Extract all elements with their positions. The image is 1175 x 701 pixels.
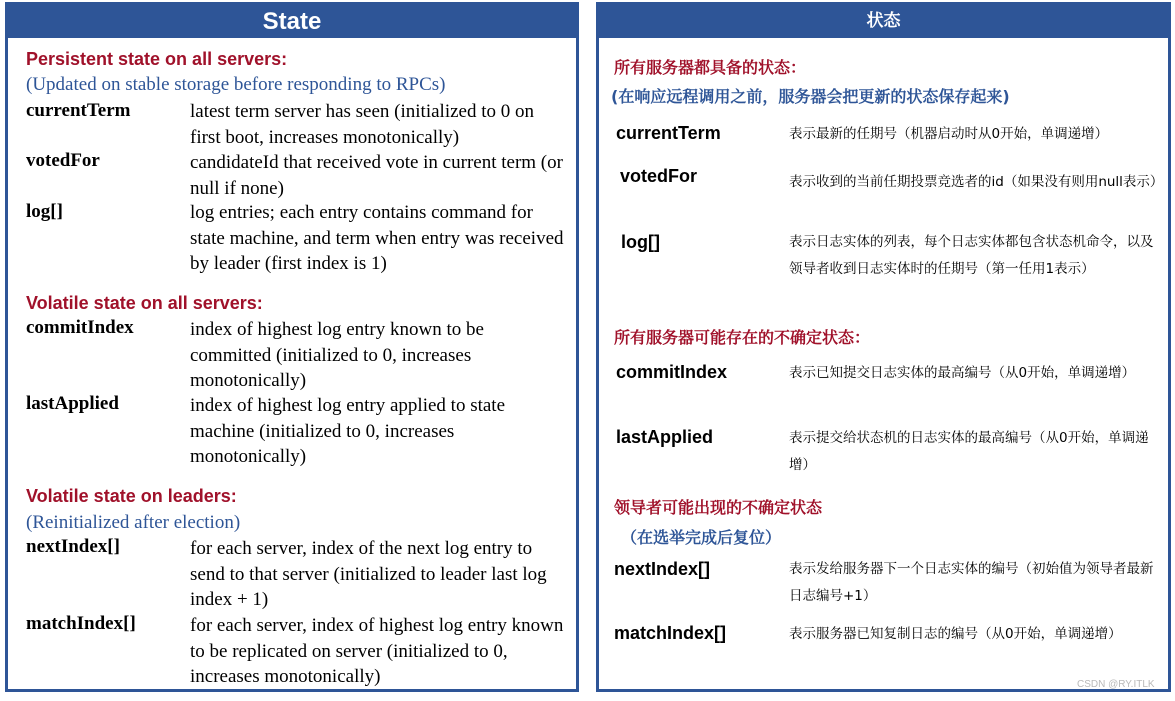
term-last-applied: lastApplied xyxy=(26,393,119,414)
volatile-all-heading: 所有服务器可能存在的不确定状态： xyxy=(614,328,871,347)
desc-log: 表示日志实体的列表，每个日志实体都包含状态机命令，以及领导者收到日志实体时的任期号（第一任用1表示） xyxy=(789,234,1154,277)
volatile-all-heading: Volatile state on all servers: xyxy=(26,293,263,313)
term-voted-for: votedFor xyxy=(26,150,100,171)
volatile-leaders-note: （在选举完成后复位） xyxy=(621,528,782,547)
term-commit-index: commitIndex xyxy=(616,362,728,382)
desc-commit-index: index of highest log entry known to be committed (initialized to 0, increases monotonically) xyxy=(190,319,484,391)
panel-title: State xyxy=(8,5,576,38)
desc-voted-for: 表示收到的当前任期投票竞选者的id（如果没有则用null表示） xyxy=(789,174,1164,190)
state-panel-english xyxy=(5,2,579,692)
desc-commit-index: 表示已知提交日志实体的最高编号（从0开始，单调递增） xyxy=(789,365,1136,381)
persistent-state-note: (Updated on stable storage before responding to RPCs) xyxy=(26,74,446,95)
watermark: CSDN @RY.ITLK xyxy=(1077,679,1155,690)
volatile-leaders-heading: 领导者可能出现的不确定状态 xyxy=(614,498,823,517)
desc-voted-for: candidateId that received vote in current term (or null if none) xyxy=(190,152,563,199)
desc-match-index: for each server, index of highest log entry known to be replicated on server (initialized to 0, increases monotonically) xyxy=(190,615,564,687)
persistent-state-heading: 所有服务器都具备的状态： xyxy=(614,58,807,77)
term-log: log[] xyxy=(621,232,660,252)
desc-last-applied: 表示提交给状态机的日志实体的最高编号（从0开始，单调递增） xyxy=(789,430,1149,473)
desc-current-term: 表示最新的任期号（机器启动时从0开始，单调递增） xyxy=(789,126,1109,142)
desc-last-applied: index of highest log entry applied to state machine (initialized to 0, increases monotonically) xyxy=(190,395,506,467)
term-next-index: nextIndex[] xyxy=(26,536,120,557)
term-commit-index: commitIndex xyxy=(26,317,134,338)
desc-current-term: latest term server has seen (initialized to 0 on first boot, increases monotonically) xyxy=(190,101,534,148)
persistent-state-note: (在响应远程调用之前，服务器会把更新的状态保存起来) xyxy=(611,87,1010,106)
desc-next-index: for each server, index of the next log entry to send to that server (initialized to leader last log index + 1) xyxy=(190,538,547,610)
volatile-leaders-note: (Reinitialized after election) xyxy=(26,512,241,533)
state-panel-chinese xyxy=(596,2,1171,692)
term-log: log[] xyxy=(26,201,63,222)
term-current-term: currentTerm xyxy=(26,100,131,121)
term-match-index: matchIndex[] xyxy=(614,623,727,643)
term-match-index: matchIndex[] xyxy=(26,613,136,634)
persistent-state-heading: Persistent state on all servers: xyxy=(26,49,288,69)
panel-title: 状态 xyxy=(599,5,1168,38)
term-current-term: currentTerm xyxy=(616,123,721,143)
desc-log: log entries; each entry contains command for state machine, and term when entry was received by leader (first index is 1) xyxy=(190,202,564,274)
term-next-index: nextIndex[] xyxy=(614,559,711,579)
volatile-leaders-heading: Volatile state on leaders: xyxy=(26,486,237,506)
desc-next-index: 表示发给服务器下一个日志实体的编号（初始值为领导者最新日志编号+1） xyxy=(789,561,1154,604)
desc-match-index: 表示服务器已知复制日志的编号（从0开始，单调递增） xyxy=(789,626,1122,642)
term-voted-for: votedFor xyxy=(620,166,698,186)
term-last-applied: lastApplied xyxy=(616,427,714,447)
